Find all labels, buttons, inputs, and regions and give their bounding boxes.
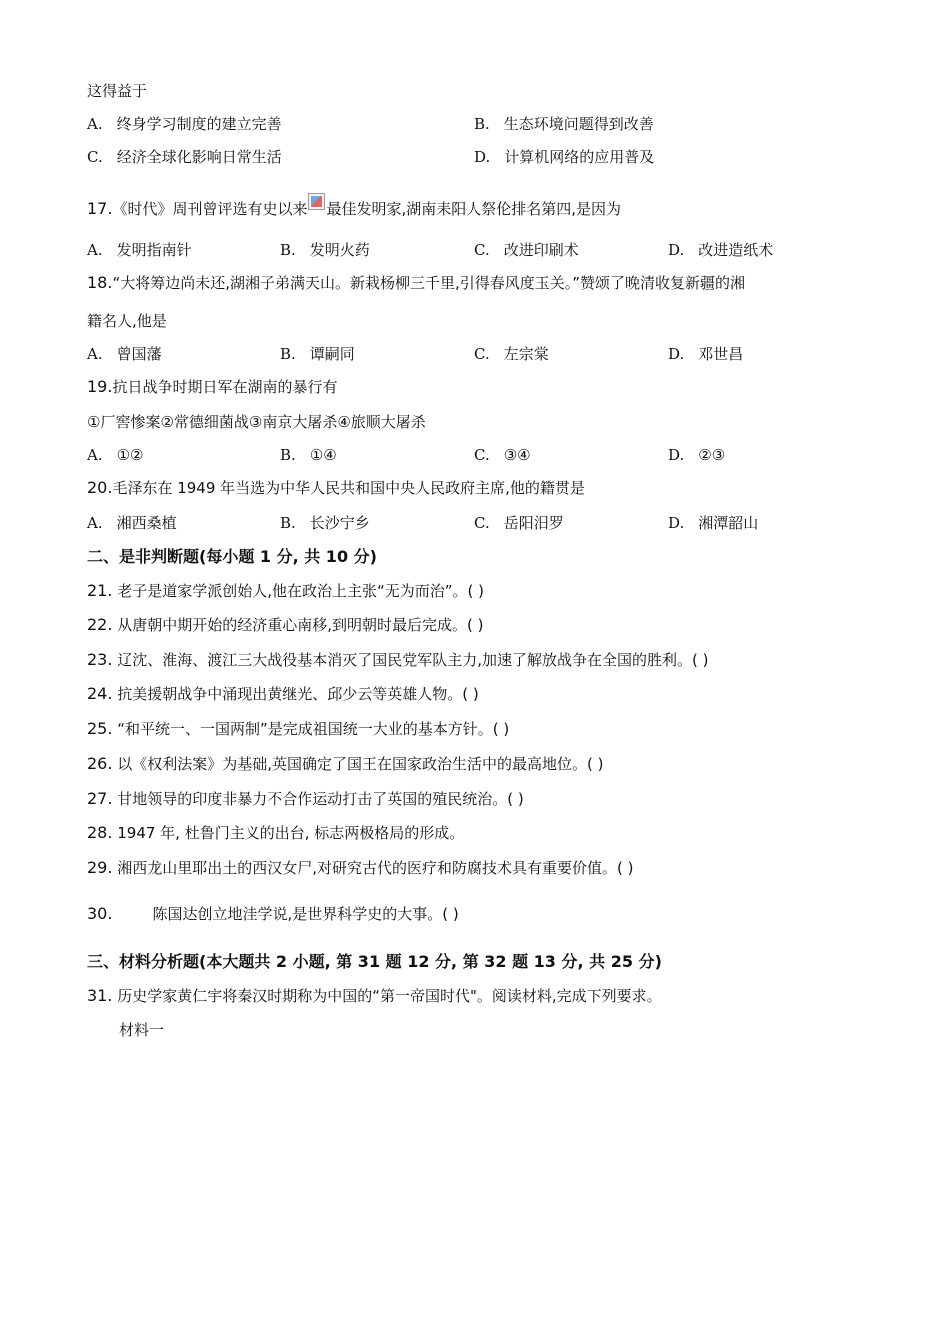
question-18-continued: 籍名人,他是 [87, 312, 167, 330]
question-27: 27. 甘地领导的印度非暴力不合作运动打击了英国的殖民统治。( ) [87, 789, 524, 808]
q20-option-b: B. 长沙宁乡 [280, 514, 370, 532]
q20-option-c: C. 岳阳汨罗 [474, 514, 564, 532]
q19-option-b: B. ①④ [280, 446, 337, 464]
broken-image-icon [308, 193, 325, 210]
q19-option-d: D. ②③ [668, 446, 726, 464]
question-29: 29. 湘西龙山里耶出土的西汉女尸,对研究古代的医疗和防腐技术具有重要价值。( ) [87, 858, 634, 877]
q17-option-d: D. 改进造纸术 [668, 241, 774, 259]
question-19-items: ①厂窖惨案②常德细菌战③南京大屠杀④旅顺大屠杀 [87, 413, 426, 431]
q16-option-a: A. 终身学习制度的建立完善 [87, 115, 282, 133]
q18-option-b: B. 谭嗣同 [280, 345, 355, 363]
q17-option-a: A. 发明指南针 [87, 241, 192, 259]
q16-option-b: B. 生态环境问题得到改善 [474, 115, 654, 133]
q20-option-a: A. 湘西桑植 [87, 514, 177, 532]
question-31: 31. 历史学家黄仁宇将秦汉时期称为中国的“第一帝国时代"。阅读材料,完成下列要求。 [87, 986, 662, 1005]
q20-option-d: D. 湘潭韶山 [668, 514, 759, 532]
q18-option-a: A. 曾国藩 [87, 345, 162, 363]
question-17: 17.《时代》周刊曾评选有史以来 最佳发明家,湖南耒阳人祭伦排名第四,是因为 [87, 193, 621, 219]
q17-option-c: C. 改进印刷术 [474, 241, 579, 259]
question-22: 22. 从唐朝中期开始的经济重心南移,到明朝时最后完成。( ) [87, 615, 484, 634]
question-20: 20.毛泽东在 1949 年当选为中华人民共和国中央人民政府主席,他的籍贯是 [87, 478, 585, 497]
material-1-label: 材料一 [119, 1021, 165, 1039]
question-21: 21. 老子是道家学派创始人,他在政治上主张“无为而治”。( ) [87, 581, 485, 600]
question-16-tail: 这得益于 [87, 82, 148, 100]
question-25: 25. “和平统一、一国两制”是完成祖国统一大业的基本方针。( ) [87, 719, 510, 738]
question-23: 23. 辽沈、淮海、渡江三大战役基本消灭了国民党军队主力,加速了解放战争在全国的胜利。( ) [87, 650, 709, 669]
question-30: 30. 陈国达创立地洼学说,是世界科学史的大事。( ) [87, 904, 459, 923]
q18-option-d: D. 邓世昌 [668, 345, 744, 363]
q19-option-a: A. ①② [87, 446, 144, 464]
q18-option-c: C. 左宗棠 [474, 345, 549, 363]
section-3-heading: 三、材料分析题(本大题共 2 小题, 第 31 题 12 分, 第 32 题 13 分, 共 25 分) [87, 952, 662, 971]
q19-option-c: C. ③④ [474, 446, 531, 464]
section-2-heading: 二、是非判断题(每小题 1 分, 共 10 分) [87, 547, 377, 566]
question-19: 19.抗日战争时期日军在湖南的暴行有 [87, 377, 338, 396]
question-18: 18.“大将筹边尚未还,湖湘子弟满天山。新栽杨柳三千里,引得春风度玉关。”赞颂了晚清收复新疆的湘 [87, 273, 746, 292]
q16-option-c: C. 经济全球化影响日常生活 [87, 148, 282, 166]
question-26: 26. 以《权利法案》为基础,英国确定了国王在国家政治生活中的最高地位。( ) [87, 754, 604, 773]
question-24: 24. 抗美援朝战争中涌现出黄继光、邱少云等英雄人物。( ) [87, 684, 479, 703]
q17-option-b: B. 发明火药 [280, 241, 370, 259]
question-28: 28. 1947 年, 杜鲁门主义的出台, 标志两极格局的形成。 [87, 823, 465, 842]
q16-option-d: D. 计算机网络的应用普及 [474, 148, 655, 166]
